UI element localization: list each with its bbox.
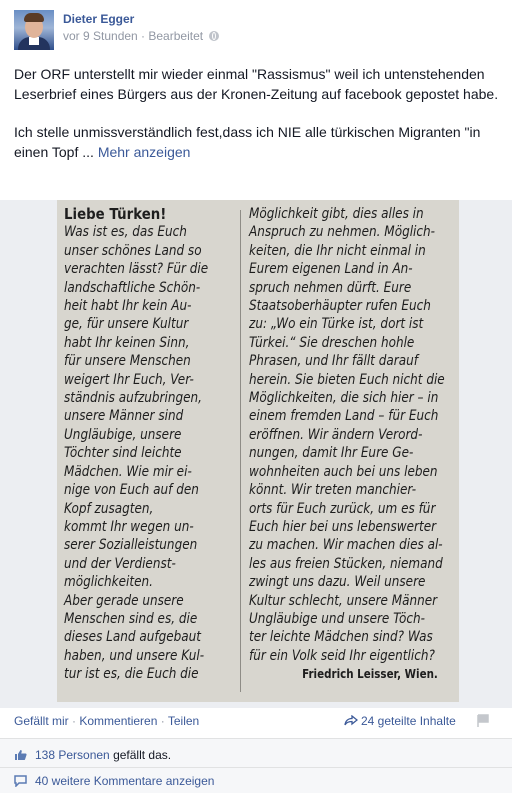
clipping-line: Töchter sind leichte: [64, 445, 182, 462]
separator: ·: [68, 714, 80, 728]
clipping-line: dieses Land aufgebaut: [64, 629, 202, 646]
post-timestamp[interactable]: vor 9 Stunden · Bearbeitet: [63, 29, 204, 43]
clipping-line: ge, für unsere Kultur: [64, 316, 189, 333]
clipping-line: Kopf zusagten,: [64, 500, 154, 517]
clipping-left-column: [64, 205, 208, 684]
clipping-line: ter leichte Mädchen sind? Was: [249, 629, 433, 646]
clipping-line: Phrasen, und Ihr fällt darauf: [249, 353, 418, 370]
post-actions: [14, 714, 199, 728]
likes-suffix: gefällt das.: [109, 748, 172, 762]
clipping-line: Anspruch zu nehmen. Möglich-: [249, 224, 436, 241]
more-comments-label: 40 weitere Kommentare anzeigen: [35, 774, 215, 788]
clipping-line: zu machen. Wir machen dies al-: [249, 537, 443, 554]
post-paragraph-2: [14, 122, 500, 162]
avatar-hair: [24, 13, 44, 22]
clipping-line: nige von Euch auf den: [64, 482, 199, 499]
clipping-line: Türkei.“ Sie dreschen hohle: [249, 334, 415, 351]
more-comments-link[interactable]: [14, 774, 214, 788]
clipping-line: Euch hier bei uns lebenswerter: [249, 518, 437, 535]
clipping-line: einem fremden Land – für Euch: [249, 408, 439, 425]
clipping-line: keiten, die Ihr nicht einmal in: [249, 242, 426, 259]
post-photo[interactable]: [0, 200, 512, 708]
clipping-right-lines: [249, 205, 445, 665]
clipping-line: und der Verdienst-: [64, 555, 176, 572]
clipping-line: unsere Männer sind: [64, 408, 184, 425]
like-link[interactable]: Gefällt mir: [14, 714, 69, 728]
clipping-line: für ein Volk seid Ihr eigentlich?: [249, 647, 435, 664]
clipping-line: Was ist es, das Euch: [64, 224, 187, 241]
ellipsis: ...: [82, 144, 94, 160]
flag-icon[interactable]: [476, 714, 490, 728]
comment-icon: [14, 775, 27, 787]
clipping-line: orts für Euch zurück, um es für: [249, 500, 436, 517]
clipping-right-column: [249, 205, 445, 684]
post-text: [14, 64, 500, 180]
clipping-line: Möglichkeit gibt, dies alles in: [249, 206, 424, 222]
avatar-collar: [29, 37, 39, 45]
clipping-line: haben, und unsere Kul-: [64, 647, 205, 664]
thumbs-up-icon: [14, 749, 27, 761]
globe-icon[interactable]: [209, 31, 219, 41]
clipping-line: möglichkeiten.: [64, 574, 153, 591]
clipping-left-lines: [64, 223, 208, 683]
post-meta: [63, 29, 219, 43]
clipping-line: Kultur schlecht, unsere Männer: [249, 592, 438, 609]
clipping-line: eröffnen. Wir ändern Verord-: [249, 426, 423, 443]
clipping-line: Ungläubige und unsere Töch-: [249, 610, 425, 627]
clipping-line: habt Ihr keinen Sinn,: [64, 334, 190, 351]
clipping-line: Ungläubige, unsere: [64, 426, 182, 443]
author-name[interactable]: Dieter Egger: [63, 12, 135, 26]
post-header: [14, 10, 502, 50]
clipping-line: unser schönes Land so: [64, 242, 202, 259]
clipping-line: Eurem eigenen Land in An-: [249, 261, 413, 278]
ufi-panel: [0, 738, 512, 793]
clipping-line: kommt Ihr wegen un-: [64, 518, 194, 535]
shares-count[interactable]: [344, 714, 456, 728]
likes-count[interactable]: 138 Personen: [35, 748, 110, 762]
clipping-line: Mädchen. Wie mir ei-: [64, 463, 192, 480]
clipping-line: heit habt Ihr kein Au-: [64, 298, 192, 315]
clipping-line: ständnis aufzubringen,: [64, 390, 203, 407]
clipping-line: Aber gerade unsere: [64, 592, 184, 609]
clipping-line: serer Sozialleistungen: [64, 537, 198, 554]
clipping-line: Menschen sind es, die: [64, 610, 198, 627]
clipping-line: wohnheiten auch bei uns leben: [249, 463, 438, 480]
avatar[interactable]: [14, 10, 54, 50]
shares-count-label: 24 geteilte Inhalte: [361, 714, 456, 728]
newspaper-clipping: [57, 200, 459, 702]
clipping-line: könnt. Wir treten manchier-: [249, 482, 417, 499]
post-paragraph-1: Der ORF unterstellt mir wieder einmal "Rassismus" weil ich untenstehenden Leserbrief eines Bürgers aus der Kronen-Zeitung auf facebook gepostet habe.: [14, 66, 499, 102]
separator: ·: [157, 714, 168, 728]
clipping-line: nungen, damit Ihr Eure Ge-: [249, 445, 414, 462]
column-divider: [240, 210, 241, 692]
clipping-line: spruch nehmen dürft. Eure: [249, 279, 412, 296]
clipping-signature: Friedrich Leisser, Wien.: [302, 667, 438, 682]
clipping-line: weigert Ihr Euch, Ver-: [64, 371, 194, 388]
clipping-line: zwingt uns dazu. Weil unsere: [249, 574, 426, 591]
post-paragraph-2-text: Ich stelle unmissverständlich fest,dass ich NIE alle türkischen Migranten "in einen Topf: [14, 124, 481, 160]
ufi-divider: [0, 767, 512, 768]
clipping-line: les aus freien Stücken, niemand: [249, 555, 443, 572]
clipping-line: tur ist es, die Euch die: [64, 666, 199, 683]
likes-row: [14, 748, 171, 762]
clipping-title: Liebe Türken!: [64, 205, 167, 223]
more-link[interactable]: Mehr anzeigen: [97, 144, 191, 160]
share-link[interactable]: Teilen: [167, 714, 200, 728]
share-icon: [344, 715, 358, 726]
clipping-line: für unsere Menschen: [64, 353, 191, 370]
clipping-line: verachten lässt? Für die: [64, 261, 209, 278]
clipping-line: landschaftliche Schön-: [64, 279, 201, 296]
clipping-line: herein. Sie bieten Euch nicht die: [249, 371, 445, 388]
clipping-line: Staatsoberhäupter rufen Euch: [249, 298, 431, 315]
clipping-line: zu: „Wo ein Türke ist, dort ist: [249, 316, 424, 333]
comment-link[interactable]: Kommentieren: [79, 714, 158, 728]
clipping-line: Möglichkeiten, die sich hier – in: [249, 390, 439, 407]
